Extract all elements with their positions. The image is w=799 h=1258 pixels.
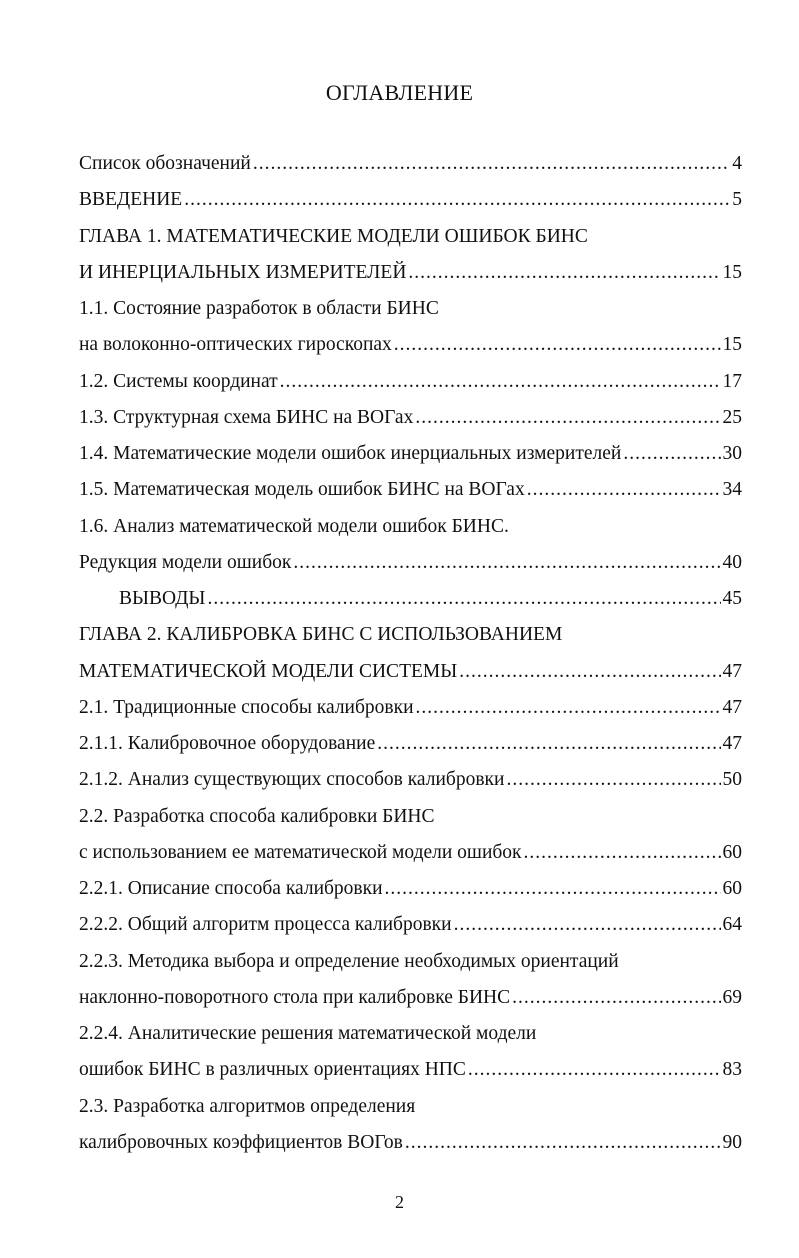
dot-leader: [623, 436, 720, 472]
toc-entry-page: 15: [722, 334, 742, 356]
toc-entry-text: МАТЕМАТИЧЕСКОЙ МОДЕЛИ СИСТЕМЫ: [79, 660, 458, 682]
toc-entry[interactable]: [79, 835, 742, 871]
toc-entry-text: 1.5. Математическая модель ошибок БИНС на ВОГах: [79, 479, 525, 501]
toc-entry[interactable]: [79, 146, 742, 182]
table-of-contents: [79, 146, 742, 1161]
toc-entry-text: 1.6. Анализ математической модели ошибок БИНС.: [79, 515, 509, 537]
dot-leader: [468, 1052, 721, 1088]
toc-entry[interactable]: [79, 726, 742, 762]
dot-leader: [524, 835, 721, 871]
toc-entry-page: 34: [722, 479, 742, 501]
toc-entry-page: 60: [722, 878, 742, 899]
toc-entry[interactable]: [79, 1125, 742, 1161]
toc-entry-text: 2.1.2. Анализ существующих способов калибровки: [79, 769, 505, 791]
toc-entry-text: 2.1.1. Калибровочное оборудование: [79, 733, 376, 754]
dot-leader: [408, 255, 720, 291]
toc-heading: [79, 799, 742, 835]
toc-entry-text: ВЫВОДЫ: [119, 588, 206, 609]
toc-entry-page: 5: [732, 189, 742, 211]
dot-leader: [280, 364, 721, 400]
toc-entry-text: Редукция модели ошибок: [79, 551, 292, 573]
dot-leader: [459, 654, 720, 690]
page-title: ОГЛАВЛЕНИЕ: [325, 80, 474, 105]
dot-leader: [293, 545, 720, 581]
toc-entry[interactable]: [79, 654, 742, 690]
toc-entry[interactable]: [79, 255, 742, 291]
toc-entry-page: 69: [722, 986, 742, 1008]
toc-entry[interactable]: [79, 436, 742, 472]
dot-leader: [405, 1125, 721, 1161]
toc-entry-page: 83: [722, 1059, 742, 1081]
toc-entry[interactable]: [79, 400, 742, 436]
toc-entry-text: И ИНЕРЦИАЛЬНЫХ ИЗМЕРИТЕЛЕЙ: [79, 261, 407, 283]
dot-leader: [207, 581, 720, 617]
dot-leader: [454, 907, 721, 943]
toc-entry[interactable]: [79, 871, 742, 907]
toc-entry-text: 2.1. Традиционные способы калибровки: [79, 696, 414, 718]
dot-leader: [184, 182, 730, 218]
toc-entry-page: 45: [722, 588, 742, 609]
toc-entry[interactable]: [79, 1052, 742, 1088]
toc-heading: [79, 944, 742, 980]
toc-entry[interactable]: [79, 364, 742, 400]
toc-entry-text: 1.1. Состояние разработок в области БИНС: [79, 298, 439, 319]
toc-heading: [79, 1016, 742, 1052]
toc-entry-text: ВВЕДЕНИЕ: [79, 189, 183, 211]
toc-entry-text: 1.2. Системы координат: [79, 370, 278, 392]
toc-heading: [79, 617, 742, 653]
toc-entry-text: ГЛАВА 1. МАТЕМАТИЧЕСКИЕ МОДЕЛИ ОШИБОК БИНС: [79, 225, 588, 247]
toc-entry[interactable]: [79, 327, 742, 363]
toc-entry-text: ошибок БИНС в различных ориентациях НПС: [79, 1059, 466, 1081]
toc-entry-text: с использованием ее математической модели ошибок: [79, 841, 522, 863]
dot-leader: [512, 980, 720, 1016]
toc-entry-text: 2.2.3. Методика выбора и определение необходимых ориентаций: [79, 950, 619, 972]
toc-entry-page: 4: [732, 153, 742, 174]
toc-heading: [79, 509, 742, 545]
toc-entry-page: 17: [722, 370, 742, 392]
toc-entry-page: 30: [722, 443, 742, 464]
dot-leader: [394, 327, 721, 363]
toc-entry[interactable]: [79, 182, 742, 218]
toc-entry-text: 2.2. Разработка способа калибровки БИНС: [79, 805, 435, 827]
toc-entry-text: 2.2.2. Общий алгоритм процесса калибровки: [79, 914, 452, 936]
toc-entry-text: на волоконно-оптических гироскопах: [79, 334, 392, 356]
dot-leader: [385, 871, 721, 907]
toc-entry-text: 1.3. Структурная схема БИНС на ВОГах: [79, 406, 414, 428]
toc-entry-text: калибровочных коэффициентов ВОГов: [79, 1131, 403, 1153]
toc-entry-page: 40: [722, 551, 742, 573]
toc-entry-page: 47: [722, 660, 742, 682]
dot-leader: [506, 762, 720, 798]
toc-entry-page: 47: [722, 696, 742, 718]
toc-entry-page: 47: [722, 733, 742, 754]
toc-entry-text: Список обозначений: [79, 153, 251, 174]
toc-entry[interactable]: [79, 545, 742, 581]
toc-heading: [79, 219, 742, 255]
dot-leader: [416, 690, 721, 726]
toc-entry[interactable]: [79, 581, 742, 617]
toc-entry-page: 90: [722, 1131, 742, 1153]
toc-entry[interactable]: [79, 690, 742, 726]
dot-leader: [377, 726, 720, 762]
page-number: 2: [395, 1192, 404, 1212]
dot-leader: [527, 472, 721, 508]
dot-leader: [253, 146, 730, 182]
toc-entry-page: 25: [722, 406, 742, 428]
toc-entry-text: 2.3. Разработка алгоритмов определения: [79, 1095, 416, 1117]
toc-entry[interactable]: [79, 907, 742, 943]
toc-entry-page: 64: [722, 914, 742, 936]
toc-heading: [79, 291, 742, 327]
dot-leader: [415, 400, 720, 436]
toc-entry-text: 1.4. Математические модели ошибок инерциальных измерителей: [79, 443, 622, 464]
toc-entry-page: 60: [722, 841, 742, 863]
toc-entry[interactable]: [79, 762, 742, 798]
toc-entry[interactable]: [79, 472, 742, 508]
toc-entry-text: 2.2.1. Описание способа калибровки: [79, 878, 383, 899]
toc-entry-page: 15: [722, 261, 742, 283]
toc-entry-text: ГЛАВА 2. КАЛИБРОВКА БИНС С ИСПОЛЬЗОВАНИЕМ: [79, 624, 563, 646]
toc-entry[interactable]: [79, 980, 742, 1016]
toc-entry-text: наклонно-поворотного стола при калибровке БИНС: [79, 986, 511, 1008]
toc-heading: [79, 1089, 742, 1125]
toc-entry-text: 2.2.4. Аналитические решения математической модели: [79, 1023, 537, 1044]
toc-entry-page: 50: [722, 769, 742, 791]
